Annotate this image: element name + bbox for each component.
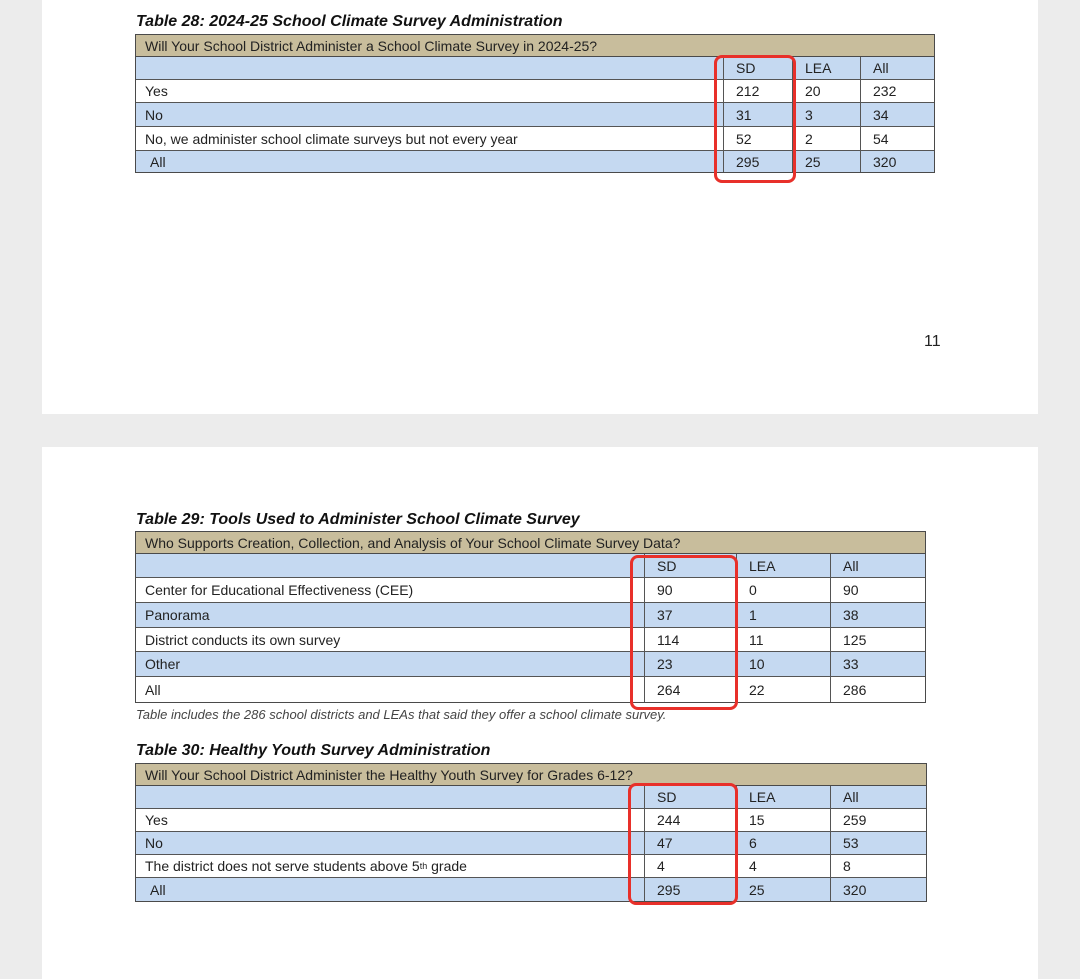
column-header-sd: SD	[657, 557, 677, 574]
table-row	[136, 103, 934, 127]
cell-all: 320	[873, 153, 897, 170]
cell-sd: 295	[657, 881, 681, 898]
row-label: Other	[145, 656, 181, 672]
column-header-lea: LEA	[805, 60, 832, 76]
table-row-total	[136, 151, 934, 172]
cell-lea: 3	[805, 106, 813, 123]
table-row	[136, 80, 934, 103]
cell-lea: 11	[749, 631, 764, 648]
cell-lea: 4	[749, 858, 757, 874]
cell-lea: 2	[805, 130, 813, 147]
table-29-footnote: Table includes the 286 school districts and LEAs that said they offer a school climate survey.	[136, 707, 667, 722]
row-label: District conducts its own survey	[145, 631, 341, 648]
cell-lea: 22	[749, 681, 765, 698]
cell-lea: 15	[749, 812, 765, 828]
cell-sd: 244	[657, 812, 681, 828]
row-label: All	[150, 881, 166, 898]
cell-lea: 25	[805, 153, 821, 170]
row-label: No	[145, 106, 163, 123]
row-label: All	[150, 153, 166, 170]
cell-all: 34	[873, 106, 889, 123]
document-page-2	[42, 447, 1038, 979]
row-label-main: The district does not serve students above 5	[145, 858, 420, 874]
column-header-sd: SD	[736, 60, 756, 76]
table-30-question: Will Your School District Administer the Healthy Youth Survey for Grades 6-12?	[136, 764, 926, 786]
cell-lea: 20	[805, 83, 821, 99]
table-row	[136, 628, 925, 652]
hand-drawn-highlight-box	[714, 55, 796, 183]
row-label: The district does not serve students above 5 th grade	[145, 858, 467, 874]
cell-sd: 31	[736, 106, 752, 123]
column-header-lea: LEA	[749, 789, 776, 805]
cell-sd: 90	[657, 582, 673, 598]
table-28-question: Will Your School District Administer a School Climate Survey in 2024-25?	[136, 35, 934, 57]
table-29	[135, 531, 926, 703]
cell-lea: 10	[749, 656, 765, 672]
cell-sd: 114	[657, 631, 680, 648]
hand-drawn-highlight-box	[630, 555, 738, 710]
column-header-all: All	[843, 789, 859, 805]
row-label: No, we administer school climate surveys but not every year	[145, 130, 518, 147]
row-label: Panorama	[145, 607, 210, 623]
table-row	[136, 832, 926, 855]
cell-sd: 4	[657, 858, 665, 874]
cell-all: 125	[843, 631, 867, 648]
row-label: All	[145, 681, 161, 698]
cell-lea: 6	[749, 835, 757, 851]
table-row	[136, 855, 926, 878]
hand-drawn-highlight-box	[628, 783, 738, 905]
cell-all: 53	[843, 835, 859, 851]
table-row	[136, 578, 925, 603]
column-divider	[830, 786, 831, 901]
cell-lea: 0	[749, 582, 757, 598]
cell-all: 8	[843, 858, 851, 874]
table-30-caption: Table 30: Healthy Youth Survey Administration	[136, 742, 491, 759]
row-label: No	[145, 835, 163, 851]
table-row-total	[136, 878, 926, 901]
cell-sd: 212	[736, 83, 760, 99]
cell-sd: 52	[736, 130, 752, 147]
table-29-header-row	[136, 554, 925, 578]
cell-all: 90	[843, 582, 859, 598]
table-28	[135, 34, 935, 173]
row-label: Yes	[145, 812, 168, 828]
table-row	[136, 603, 925, 628]
column-divider	[860, 57, 861, 172]
table-row-total	[136, 677, 925, 702]
column-header-all: All	[843, 557, 859, 574]
cell-lea: 25	[749, 881, 765, 898]
table-29-caption: Table 29: Tools Used to Administer School Climate Survey	[136, 511, 580, 528]
column-header-sd: SD	[657, 789, 677, 805]
table-row	[136, 127, 934, 151]
cell-sd: 23	[657, 656, 673, 672]
page-number: 11	[924, 333, 941, 350]
cell-all: 259	[843, 812, 867, 828]
cell-all: 320	[843, 881, 867, 898]
column-divider	[830, 554, 831, 702]
cell-sd: 295	[736, 153, 760, 170]
cell-all: 54	[873, 130, 889, 147]
row-label: Center for Educational Effectiveness (CEE)	[145, 582, 414, 598]
cell-all: 232	[873, 83, 897, 99]
table-row	[136, 809, 926, 832]
cell-all: 286	[843, 681, 867, 698]
cell-sd: 47	[657, 835, 673, 851]
table-row	[136, 652, 925, 677]
cell-all: 33	[843, 656, 859, 672]
row-label-tail: grade	[427, 858, 467, 874]
table-30	[135, 763, 927, 902]
table-28-caption: Table 28: 2024-25 School Climate Survey Administration	[136, 13, 563, 30]
column-header-lea: LEA	[749, 557, 776, 574]
table-29-question: Who Supports Creation, Collection, and Analysis of Your School Climate Survey Data?	[136, 532, 925, 554]
cell-sd: 264	[657, 681, 681, 698]
table-28-header-row	[136, 57, 934, 80]
row-label: Yes	[145, 83, 168, 99]
cell-lea: 1	[749, 607, 757, 623]
column-header-all: All	[873, 60, 889, 76]
document-page-1	[42, 0, 1038, 414]
table-30-header-row	[136, 786, 926, 809]
cell-sd: 37	[657, 607, 673, 623]
cell-all: 38	[843, 607, 859, 623]
